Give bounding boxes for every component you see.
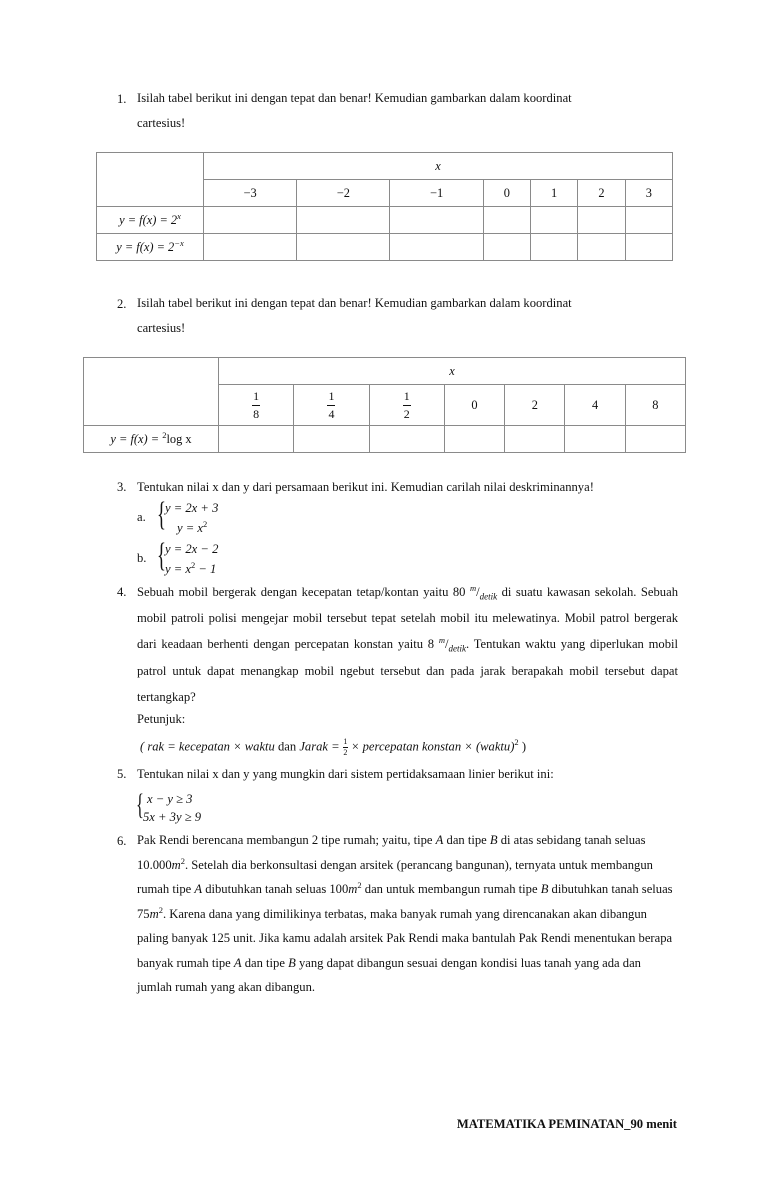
- x-value-cell: 0: [444, 385, 504, 426]
- answer-cell[interactable]: [625, 426, 685, 453]
- q2-row: [84, 426, 686, 453]
- answer-cell[interactable]: [390, 207, 483, 234]
- fraction-denominator: 2: [343, 748, 348, 757]
- text-segment: di atas sebidang tanah seluas 10.000: [137, 833, 646, 872]
- answer-cell[interactable]: [369, 426, 444, 453]
- text-segment: Sebuah mobil bergerak dengan kecepatan tetap/kontan yaitu 80: [137, 585, 470, 599]
- math-segment: m: [171, 857, 181, 872]
- math-segment: 2: [158, 904, 163, 915]
- text-segment: /: [476, 585, 480, 599]
- answer-cell[interactable]: [505, 426, 565, 453]
- brace-icon: {: [136, 788, 144, 821]
- answer-cell[interactable]: [444, 426, 504, 453]
- q2-number: 2.: [117, 297, 127, 311]
- q1-line1: Isilah tabel berikut ini dengan tepat dan benar! Kemudian gambarkan dalam koordinat: [137, 91, 572, 105]
- math-segment: B: [489, 833, 498, 847]
- q2-line2: cartesius!: [137, 321, 186, 336]
- inequality: x − y ≥ 3: [147, 792, 193, 806]
- answer-cell[interactable]: [530, 207, 577, 234]
- text-segment: dan tipe: [241, 955, 289, 970]
- formula-part: ): [518, 739, 527, 754]
- answer-cell[interactable]: [530, 234, 577, 261]
- math-segment: 2: [357, 879, 362, 890]
- fraction-numerator: 1: [343, 737, 348, 746]
- x-value-cell: 2: [578, 180, 625, 207]
- equation: y = x: [165, 562, 191, 576]
- math-segment: B: [540, 882, 549, 896]
- inequality: 5x + 3y ≥ 9: [143, 810, 202, 824]
- answer-cell[interactable]: [204, 234, 297, 261]
- q5-number: 5.: [117, 767, 127, 781]
- x-value-cell: [369, 385, 444, 426]
- q1-table: [96, 152, 673, 261]
- exponent: 2: [190, 559, 196, 570]
- math-segment: m: [438, 635, 446, 646]
- x-value-cell: −2: [297, 180, 390, 207]
- x-value-cell: −3: [204, 180, 297, 207]
- log-base: 2: [162, 429, 167, 440]
- math-segment: m: [149, 906, 159, 921]
- fraction-numerator: 1: [328, 389, 335, 403]
- x-value-cell: 0: [483, 180, 530, 207]
- x-value-cell: −1: [390, 180, 483, 207]
- text-segment: dibutuhkan tanah seluas 75: [137, 882, 673, 921]
- text-segment: . Setelah dia berkonsultasi dengan arsitek (perancang bangunan), ternyata untuk membangun rumah tipe: [137, 857, 653, 896]
- fraction-numerator: 1: [253, 389, 260, 403]
- math-segment: detik: [448, 643, 467, 654]
- formula-part: × percepatan konstan × (waktu): [350, 739, 515, 754]
- x-value-cell: 1: [530, 180, 577, 207]
- equation: y = 2x + 3: [165, 501, 219, 515]
- text-segment: Pak Rendi berencana membangun 2 tipe rumah; yaitu, tipe: [137, 833, 436, 847]
- answer-cell[interactable]: [204, 207, 297, 234]
- footer-course-label: MATEMATIKA PEMINATAN_90 menit: [456, 1117, 677, 1131]
- math-segment: detik: [479, 591, 498, 602]
- q1-x-header: x: [204, 153, 673, 180]
- formula-part: Jarak =: [299, 739, 343, 754]
- q1-number: 1.: [117, 92, 127, 106]
- formula-part: ( rak = kecepatan × waktu: [140, 739, 275, 754]
- answer-cell[interactable]: [294, 426, 369, 453]
- answer-cell[interactable]: [390, 234, 483, 261]
- q6-text: [137, 828, 678, 1000]
- text-segment: di suatu kawasan sekolah. Sebuah mobil patroli polisi mengejar mobil tersebut tepat setelah mobil itu melewatinya. Mobil patrol bergerak dari keadaan berhenti dengan percepatan konstan yaitu 8: [137, 585, 678, 652]
- text-segment: . Karena dana yang dimilikinya terbatas, maka banyak rumah yang direncanakan akan dibangun paling banyak 125 unit. Jika kamu adalah arsitek Pak Rendi maka bantulah Pak Rendi menentukan berapa banyak rumah tipe: [137, 906, 673, 970]
- brace-icon: {: [157, 496, 166, 533]
- text-segment: . Tentukan waktu yang diperlukan mobil patrol untuk dapat menangkap mobil ngebut tersebut dan pada jarak berapakah mobil tersebut dapat tertangkap?: [137, 637, 679, 704]
- q3-text: Tentukan nilai x dan y dari persamaan berikut ini. Kemudian carilah nilai deskriminannya!: [137, 480, 594, 494]
- exponent: 2: [514, 737, 519, 748]
- fraction-denominator: 2: [403, 407, 410, 421]
- math-segment: A: [233, 955, 242, 970]
- q1-row-exponent: x: [177, 210, 181, 221]
- fraction-denominator: 4: [328, 407, 335, 421]
- q3-number: 3.: [117, 480, 127, 494]
- q1-row-exponent: −x: [174, 237, 184, 248]
- q5-system: [143, 790, 201, 826]
- x-value-cell: 4: [565, 385, 625, 426]
- q4-text: [137, 579, 678, 710]
- q3-a-system: [165, 498, 218, 538]
- answer-cell[interactable]: [297, 234, 390, 261]
- q1-row: [97, 207, 673, 234]
- math-segment: A: [435, 833, 444, 847]
- q1-text: [137, 86, 678, 136]
- q6-number: 6.: [117, 834, 127, 848]
- answer-cell[interactable]: [297, 207, 390, 234]
- brace-icon: {: [157, 537, 166, 574]
- math-segment: A: [194, 882, 203, 896]
- log-text: log x: [166, 431, 192, 446]
- answer-cell[interactable]: [625, 207, 672, 234]
- formula-part: dan: [274, 739, 300, 754]
- q3-b-system: [165, 539, 218, 579]
- q2-x-header: x: [219, 358, 686, 385]
- text-segment: yang dapat dibangun sesuai dengan kondisi luas tanah yang ada dan jumlah rumah yang akan dibangun.: [137, 955, 641, 994]
- q3-a-label: a.: [137, 510, 146, 524]
- q1-row-label: y = f(x) = 2: [116, 239, 175, 254]
- math-segment: m: [348, 882, 358, 896]
- q1-row-label: y = f(x) = 2: [119, 212, 178, 227]
- answer-cell[interactable]: [483, 207, 530, 234]
- equation: − 1: [195, 562, 217, 576]
- q5-text: Tentukan nilai x dan y yang mungkin dari sistem pertidaksamaan linier berikut ini:: [137, 767, 554, 781]
- equation: y = 2x − 2: [165, 542, 219, 556]
- exponent: 2: [202, 518, 208, 529]
- equation: y = x: [177, 521, 203, 535]
- q2-corner-cell: [84, 358, 219, 426]
- x-value-cell: 3: [625, 180, 672, 207]
- x-value-cell: 8: [625, 385, 685, 426]
- text-segment: dibutuhkan tanah seluas 100: [202, 882, 349, 896]
- q1-line2: cartesius!: [137, 116, 186, 131]
- q2-text: [137, 291, 678, 341]
- q2-table: [83, 357, 686, 453]
- answer-cell[interactable]: [578, 234, 625, 261]
- fraction-numerator: 1: [403, 389, 410, 403]
- x-value-cell: [219, 385, 294, 426]
- q1-corner-cell: [97, 153, 204, 207]
- text-segment: /: [445, 637, 449, 652]
- x-value-cell: [294, 385, 369, 426]
- q2-line1: Isilah tabel berikut ini dengan tepat dan benar! Kemudian gambarkan dalam koordinat: [137, 296, 572, 310]
- q4-hint-label: Petunjuk:: [137, 712, 186, 726]
- answer-cell[interactable]: [565, 426, 625, 453]
- answer-cell[interactable]: [483, 234, 530, 261]
- text-segment: dan tipe: [443, 833, 490, 847]
- answer-cell[interactable]: [578, 207, 625, 234]
- q1-row: [97, 234, 673, 261]
- q2-row-label: y = f(x) =: [110, 431, 163, 446]
- answer-cell[interactable]: [625, 234, 672, 261]
- math-segment: m: [469, 582, 477, 593]
- math-segment: 2: [180, 855, 185, 866]
- x-value-cell: 2: [505, 385, 565, 426]
- math-segment: B: [288, 955, 296, 970]
- q4-number: 4.: [117, 585, 127, 599]
- q3-b-label: b.: [137, 551, 147, 565]
- q4-hint-formula: [140, 738, 526, 757]
- text-segment: dan untuk membangun rumah tipe: [361, 882, 541, 896]
- fraction-denominator: 8: [253, 407, 260, 421]
- answer-cell[interactable]: [219, 426, 294, 453]
